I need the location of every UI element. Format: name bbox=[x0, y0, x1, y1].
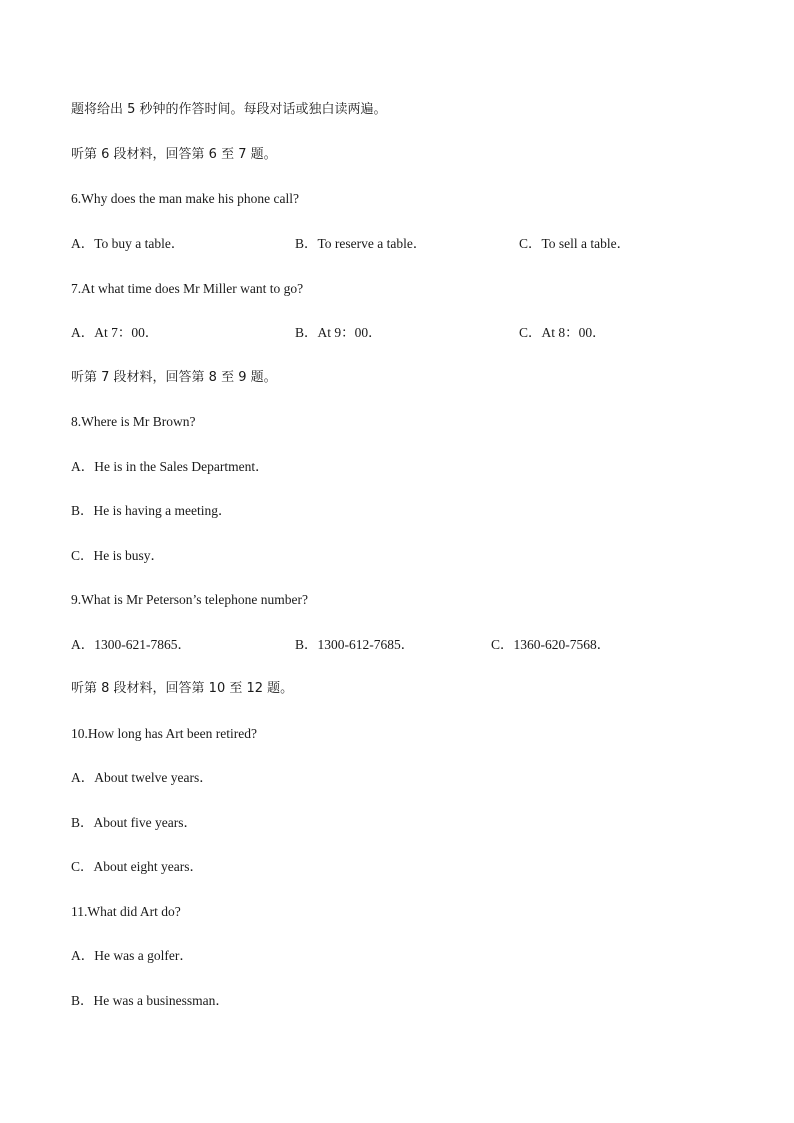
q9-option-a: A．1300-621-7865． bbox=[71, 637, 191, 652]
q7-option-b: B．At 9：00． bbox=[295, 325, 382, 340]
q7-option-c: C．At 8：00． bbox=[519, 325, 606, 340]
instructions-text: 题将给出 5 秒钟的作答时间。每段对话或独白读两遍。 bbox=[71, 102, 387, 117]
question-10: 10.How long has Art been retired? bbox=[71, 726, 257, 741]
section-heading-6: 听第 6 段材料，回答第 6 至 7 题。 bbox=[71, 147, 277, 162]
question-9: 9.What is Mr Peterson’s telephone number? bbox=[71, 592, 308, 607]
q6-option-c: C．To sell a table． bbox=[519, 236, 631, 251]
q9-option-c: C．1360-620-7568． bbox=[491, 637, 611, 652]
q10-option-c: C．About eight years． bbox=[71, 859, 203, 874]
q10-option-a: A．About twelve years． bbox=[71, 770, 213, 785]
q8-option-c: C．He is busy． bbox=[71, 548, 165, 563]
q7-option-a: A．At 7：00． bbox=[71, 325, 159, 340]
q11-option-b: B．He was a businessman． bbox=[71, 993, 229, 1008]
section-heading-8: 听第 8 段材料，回答第 10 至 12 题。 bbox=[71, 681, 294, 696]
question-7: 7.At what time does Mr Miller want to go? bbox=[71, 281, 304, 296]
q6-option-b: B．To reserve a table． bbox=[295, 236, 427, 251]
q9-option-b: B．1300-612-7685． bbox=[295, 637, 415, 652]
q8-option-b: B．He is having a meeting． bbox=[71, 503, 232, 518]
q8-option-a: A．He is in the Sales Department． bbox=[71, 459, 269, 474]
q6-option-a: A．To buy a table． bbox=[71, 236, 185, 251]
q11-option-a: A．He was a golfer． bbox=[71, 948, 193, 963]
question-6: 6.Why does the man make his phone call? bbox=[71, 191, 299, 206]
section-heading-7: 听第 7 段材料，回答第 8 至 9 题。 bbox=[71, 370, 277, 385]
question-11: 11.What did Art do? bbox=[71, 904, 181, 919]
q10-option-b: B．About five years． bbox=[71, 815, 197, 830]
question-8: 8.Where is Mr Brown? bbox=[71, 414, 196, 429]
